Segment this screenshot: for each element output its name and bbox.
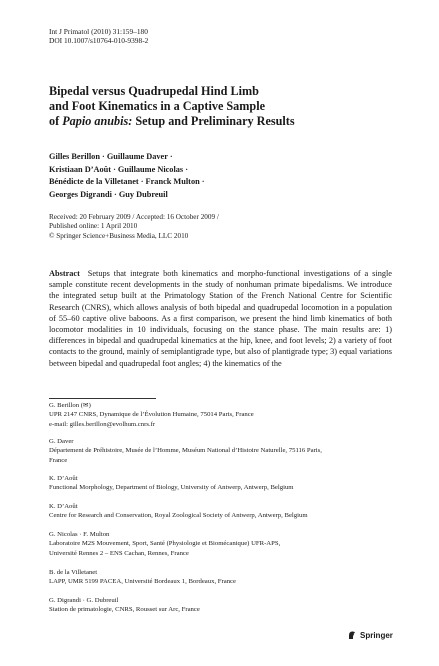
- author-line-4: Georges Digrandi · Guy Dubreuil: [49, 189, 168, 199]
- affiliation-1: [49, 401, 394, 429]
- affiliation-line: Functional Morphology, Department of Biology, University of Antwerp, Antwerp, Belgium: [49, 484, 294, 492]
- affiliation-line: Laboratoire M2S Mouvement, Sport, Santé (Physiologie et Biomécanique) UFR-APS,: [49, 540, 281, 548]
- affiliation-5: [49, 530, 394, 558]
- affiliation-line: LAPP, UMR 5199 PACEA, Université Bordeaux 1, Bordeaux, France: [49, 578, 236, 586]
- journal-citation: Int J Primatol (2010) 31:159–180: [49, 27, 148, 36]
- affiliation-name: B. de la Villetanet: [49, 569, 98, 576]
- author-line-1: Gilles Berillon · Guillaume Daver ·: [49, 152, 173, 161]
- affiliation-line: Centre for Research and Conservation, Royal Zoological Society of Antwerp, Antwerp, Belgium: [49, 512, 308, 520]
- affiliation-line: Université Rennes 2 – ENS Cachan, Rennes, France: [49, 549, 189, 557]
- affiliation-line: UPR 2147 CNRS, Dynamique de l’Évolution Humaine, 75014 Paris, France: [49, 411, 254, 419]
- affiliation-3: [49, 474, 394, 493]
- affiliation-line: Département de Préhistoire, Musée de l’Homme, Muséum National d’Histoire Naturelle, 75116 Paris,: [49, 447, 322, 455]
- author-line-3: Bénédicte de la Villetanet · Franck Multon ·: [49, 177, 205, 186]
- abstract: [49, 268, 392, 369]
- journal-doi: DOI 10.1007/s10764-010-9398-2: [49, 36, 149, 46]
- affiliation-name: K. D’Août: [49, 475, 78, 482]
- affiliation-name: G. Digrandi · G. Dubreuil: [49, 597, 119, 604]
- affiliation-name: G. Daver: [49, 438, 74, 445]
- publication-dates: [49, 213, 399, 241]
- title-species: Papio anubis:: [62, 113, 133, 128]
- copyright-line: © Springer Science+Business Media, LLC 2010: [49, 231, 189, 240]
- publisher-logo: [347, 630, 393, 640]
- affiliation-7: [49, 596, 394, 615]
- affiliation-line: France: [49, 456, 68, 464]
- affiliation-4: [49, 502, 394, 521]
- article-title: [49, 84, 409, 128]
- journal-header: [49, 27, 148, 46]
- affiliation-name: K. D’Août: [49, 503, 78, 510]
- affiliation-email: e-mail: gilles.berillon@evolhum.cnrs.fr: [49, 420, 156, 428]
- affiliation-line: Station de primatologie, CNRS, Rousset sur Arc, France: [49, 606, 200, 614]
- title-line-3-rest: Setup and Preliminary Results: [132, 113, 295, 128]
- affiliation-name: G. Nicolas · F. Multon: [49, 531, 110, 538]
- footnote-divider: [49, 398, 156, 399]
- abstract-text: Setups that integrate both kinematics and morpho-functional investigations of a single sample constitute recent developments in the study of nonhuman primate bipedalisms. We introduce the integrated setup built at the Primatology Station of the French National Centre for Scientific Research (CNRS), which allows analysis of both bipedal and quadrupedal locomotion in a population of 55–60 captive olive baboons. As a first comparison, we present the hind limb kinematics of both locomotor modalities in 10 individuals, focusing on the stance phase. The main results are: 1) differences in bipedal and quadrupedal kinematics at the hip, knee, and foot levels; 2) a variety of foot contacts to the ground, mainly of semiplantigrade type, but also of plantigrade type; 3) equal variations between bipedal and quadrupedal foot angles; 4) the kinematics of the: [49, 269, 392, 368]
- title-line-2: and Foot Kinematics in a Captive Sample: [49, 98, 265, 113]
- affiliation-2: [49, 437, 394, 465]
- dates-line-2: Published online: 1 April 2010: [49, 222, 138, 231]
- publisher-name: Springer: [360, 630, 393, 640]
- affiliation-name: G. Berillon (✉): [49, 402, 91, 409]
- title-line-3: [49, 114, 409, 129]
- abstract-heading: Abstract: [49, 269, 80, 278]
- springer-horse-icon: [347, 630, 357, 640]
- affiliation-6: [49, 568, 394, 587]
- author-line-2: Kristiaan D’Août · Guillaume Nicolas ·: [49, 164, 188, 174]
- title-line-3-prefix: of: [49, 113, 63, 128]
- title-line-1: Bipedal versus Quadrupedal Hind Limb: [49, 84, 259, 98]
- dates-line-1: Received: 20 February 2009 / Accepted: 16 October 2009 /: [49, 213, 219, 221]
- author-list: [49, 151, 399, 201]
